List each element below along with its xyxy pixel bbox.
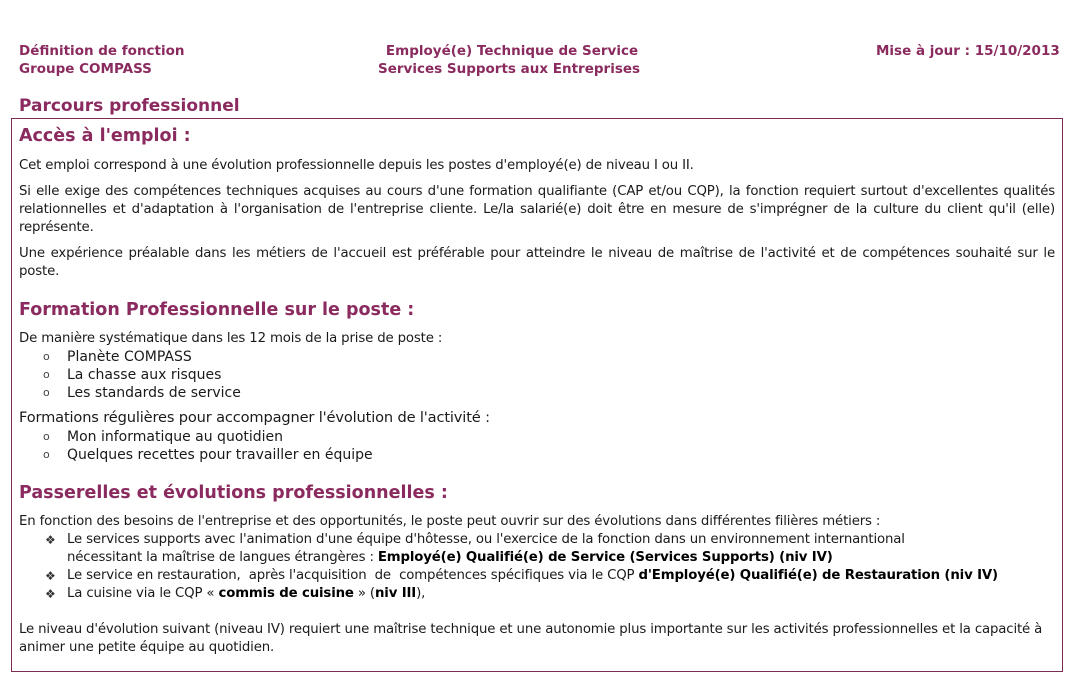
list-item-continuation: nécessitant la maîtrise de langues étrangères : Employé(e) Qualifié(e) de Service (Services Supports) (niv IV) bbox=[67, 550, 833, 565]
formation-intro-2: Formations régulières pour accompagner l'évolution de l'activité : bbox=[19, 409, 490, 426]
acces-paragraph-3: Une expérience préalable dans les métiers de l'accueil est préférable pour atteindre le niveau de maîtrise de l'activité et de compétences souhaité sur le poste. bbox=[19, 246, 1055, 279]
section-title-passerelles: Passerelles et évolutions professionnelles : bbox=[19, 483, 448, 503]
job-title: Employé(e) Technique de Service bbox=[385, 43, 639, 59]
acces-paragraph-1: Cet emploi correspond à une évolution professionnelle depuis les postes d'employé(e) de niveau I ou II. bbox=[19, 158, 694, 173]
circle-bullet-icon: o bbox=[43, 448, 50, 461]
list-item: ❖ Le service en restauration, après l'acquisition de compétences spécifiques via le CQP d'Employé(e) Qualifié(e) de Restauration (niv IV) bbox=[45, 568, 998, 583]
doc-type: Définition de fonction bbox=[19, 43, 185, 59]
list-item: ❖ La cuisine via le CQP « commis de cuisine » (niv III), bbox=[45, 586, 426, 601]
circle-bullet-icon: o bbox=[43, 386, 50, 399]
list-item: o Planète COMPASS bbox=[43, 349, 192, 365]
list-item: ❖ Le services supports avec l'animation d'une équipe d'hôtesse, ou l'exercice de la fonction dans un environnement internantional bbox=[45, 532, 905, 547]
circle-bullet-icon: o bbox=[43, 430, 50, 443]
page-title: Parcours professionnel bbox=[19, 96, 240, 116]
diamond-bullet-icon: ❖ bbox=[45, 569, 56, 583]
circle-bullet-icon: o bbox=[43, 350, 50, 363]
company-name: Groupe COMPASS bbox=[19, 61, 152, 77]
circle-bullet-icon: o bbox=[43, 368, 50, 381]
list-item: o Les standards de service bbox=[43, 385, 241, 401]
diamond-bullet-icon: ❖ bbox=[45, 587, 56, 601]
passerelles-intro: En fonction des besoins de l'entreprise et des opportunités, le poste peut ouvrir sur des évolutions dans différentes filières métiers : bbox=[19, 514, 881, 529]
formation-intro-1: De manière systématique dans les 12 mois de la prise de poste : bbox=[19, 331, 443, 346]
section-title-acces: Accès à l'emploi : bbox=[19, 126, 191, 146]
section-title-formation: Formation Professionnelle sur le poste : bbox=[19, 300, 415, 320]
update-date: Mise à jour : 15/10/2013 bbox=[876, 43, 1060, 59]
list-item: o La chasse aux risques bbox=[43, 367, 222, 383]
header-left bbox=[19, 42, 185, 78]
diamond-bullet-icon: ❖ bbox=[45, 533, 56, 547]
passerelles-conclusion: Le niveau d'évolution suivant (niveau IV) requiert une maîtrise technique et une autonomie plus importante sur les activités professionnelles et la capacité à animer une petite équipe au quotidien. bbox=[19, 622, 1043, 655]
job-department: Services Supports aux Entreprises bbox=[378, 61, 641, 77]
list-item: o Mon informatique au quotidien bbox=[43, 429, 284, 445]
acces-paragraph-2: Si elle exige des compétences techniques acquises au cours d'une formation qualifiante (CAP et/ou CQP), la fonction requiert surtout d'excellentes qualités relationnelles et d'adaptation à l'organisation de l'entreprise cliente. Le/la salarié(e) doit être en mesure de s'imprégner de la culture du client qu'il (elle) représente. bbox=[19, 184, 1055, 235]
header-center bbox=[378, 42, 640, 78]
list-item: o Quelques recettes pour travailler en équipe bbox=[43, 447, 373, 463]
